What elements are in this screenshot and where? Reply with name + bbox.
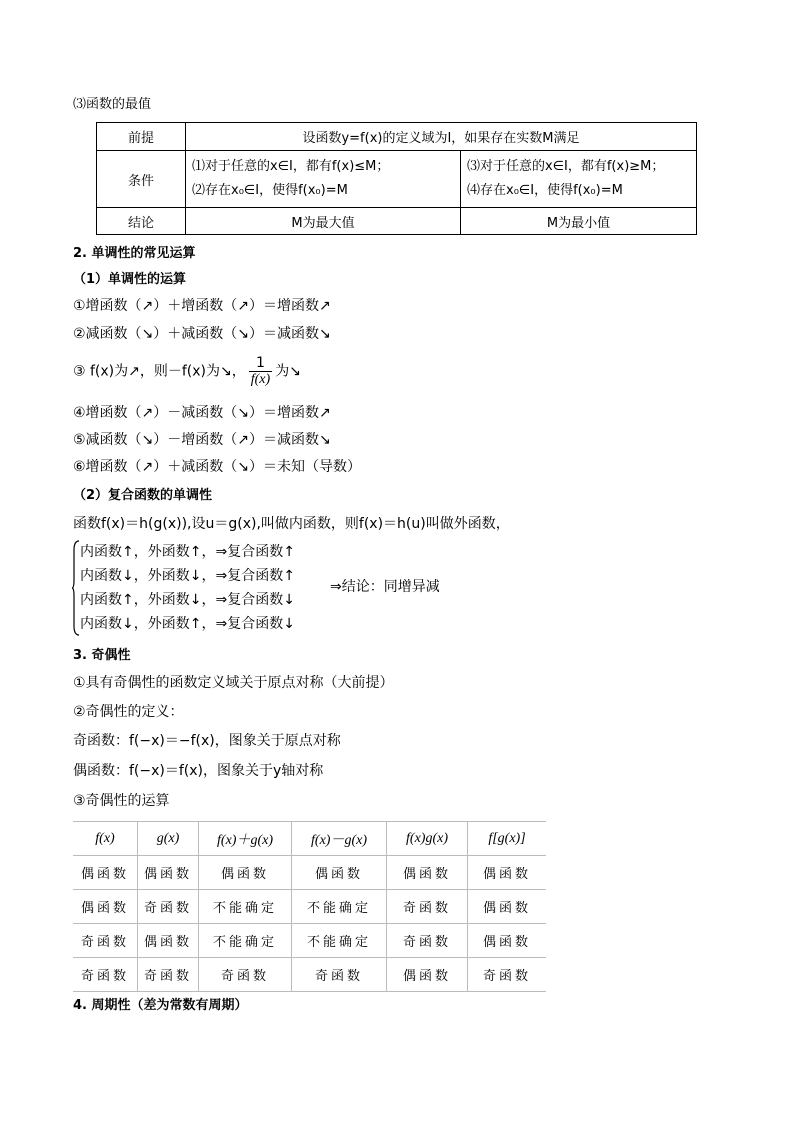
table-cell bbox=[461, 151, 697, 208]
parity-item: ②奇偶性的定义： bbox=[73, 704, 184, 720]
table-cell: 不能确定 bbox=[199, 924, 292, 958]
table-header: f(x) bbox=[73, 822, 138, 856]
rule-item: ②减函数（↘）＋减函数（↘）＝减函数↘ bbox=[73, 326, 331, 342]
table-header: f(x)g(x) bbox=[387, 822, 468, 856]
composite-intro: 函数f(x)＝h(g(x)),设u＝g(x),叫做内函数，则f(x)＝h(u)叫做外函数， bbox=[73, 516, 510, 532]
table-cell: 偶函数 bbox=[73, 856, 138, 890]
table-cell: 不能确定 bbox=[292, 924, 387, 958]
table-row bbox=[73, 924, 546, 958]
table-cell: 不能确定 bbox=[199, 890, 292, 924]
rule-text: 为↘ bbox=[275, 363, 301, 380]
table-row bbox=[73, 958, 546, 992]
table-row bbox=[73, 856, 546, 890]
rule-text: ③ f(x)为↗，则－f(x)为↘， bbox=[73, 363, 246, 380]
table-cell: 奇函数 bbox=[292, 958, 387, 992]
parity-item: ③奇偶性的运算 bbox=[73, 793, 170, 809]
table-header: f[g(x)] bbox=[468, 822, 547, 856]
section-title-extrema: ⑶函数的最值 bbox=[73, 97, 152, 112]
section-title-monotonic-ops: 2. 单调性的常见运算 bbox=[73, 246, 196, 261]
table-cell: 偶函数 bbox=[468, 924, 547, 958]
table-cell: 奇函数 bbox=[387, 924, 468, 958]
extrema-table bbox=[96, 122, 697, 235]
fraction bbox=[249, 355, 272, 388]
rule-item: ⑥增函数（↗）＋减函数（↘）＝未知（导数） bbox=[73, 459, 362, 475]
case-line: 内函数↓，外函数↑，⇒复合函数↓ bbox=[80, 616, 295, 632]
case-line: 内函数↑，外函数↑，⇒复合函数↑ bbox=[80, 544, 295, 560]
table-header: g(x) bbox=[138, 822, 199, 856]
condition-text: ⑷存在x₀∈I，使得f(x₀)=M bbox=[467, 183, 623, 198]
table-cell: 不能确定 bbox=[292, 890, 387, 924]
table-cell bbox=[186, 151, 461, 208]
table-cell: 奇函数 bbox=[138, 958, 199, 992]
rule-item: ①增函数（↗）＋增函数（↗）＝增函数↗ bbox=[73, 298, 331, 314]
table-cell: 奇函数 bbox=[73, 958, 138, 992]
section-title-parity: 3. 奇偶性 bbox=[73, 648, 131, 663]
rule-item: ⑤减函数（↘）－增函数（↗）＝减函数↘ bbox=[73, 432, 331, 448]
table-cell: 奇函数 bbox=[387, 890, 468, 924]
table-cell: 偶函数 bbox=[292, 856, 387, 890]
odd-definition: 奇函数：f(−x)＝−f(x)，图象关于原点对称 bbox=[73, 733, 341, 749]
table-cell: 偶函数 bbox=[387, 856, 468, 890]
table-cell: 偶函数 bbox=[387, 958, 468, 992]
composite-cases bbox=[80, 540, 295, 636]
even-definition: 偶函数：f(−x)＝f(x)，图象关于y轴对称 bbox=[73, 763, 324, 779]
table-cell: 奇函数 bbox=[138, 890, 199, 924]
table-cell: M为最大值 bbox=[186, 208, 461, 235]
table-cell: 设函数y=f(x)的定义域为I，如果存在实数M满足 bbox=[186, 123, 697, 151]
table-cell: 偶函数 bbox=[199, 856, 292, 890]
table-cell: 奇函数 bbox=[73, 924, 138, 958]
table-cell: 奇函数 bbox=[468, 958, 547, 992]
table-cell: 偶函数 bbox=[138, 856, 199, 890]
table-cell: M为最小值 bbox=[461, 208, 697, 235]
table-cell: 奇函数 bbox=[199, 958, 292, 992]
table-row bbox=[73, 890, 546, 924]
table-cell: 偶函数 bbox=[138, 924, 199, 958]
table-cell: 偶函数 bbox=[468, 856, 547, 890]
table-cell: 偶函数 bbox=[468, 890, 547, 924]
rule-item: ④增函数（↗）－减函数（↘）＝增函数↗ bbox=[73, 405, 331, 421]
parity-item: ①具有奇偶性的函数定义域关于原点对称（大前提） bbox=[73, 675, 394, 691]
table-header: f(x)＋g(x) bbox=[199, 822, 292, 856]
parity-table bbox=[73, 821, 546, 992]
composite-conclusion: ⇒结论：同增异减 bbox=[330, 579, 440, 595]
table-cell: 条件 bbox=[97, 151, 186, 208]
fraction-numerator: 1 bbox=[249, 355, 272, 372]
subsection-title: （1）单调性的运算 bbox=[73, 272, 187, 287]
subsection-title: （2）复合函数的单调性 bbox=[73, 488, 213, 503]
condition-text: ⑵存在x₀∈I，使得f(x₀)=M bbox=[192, 183, 348, 198]
table-cell: 前提 bbox=[97, 123, 186, 151]
rule-item bbox=[73, 355, 301, 388]
fraction-denominator: f(x) bbox=[250, 372, 271, 387]
table-cell: 偶函数 bbox=[73, 890, 138, 924]
condition-text: ⑴对于任意的x∈I，都有f(x)≤M； bbox=[192, 159, 390, 174]
case-line: 内函数↓，外函数↓，⇒复合函数↑ bbox=[80, 568, 295, 584]
condition-text: ⑶对于任意的x∈I，都有f(x)≥M； bbox=[467, 159, 665, 174]
section-title-periodicity: 4. 周期性（差为常数有周期） bbox=[73, 998, 248, 1013]
table-cell: 结论 bbox=[97, 208, 186, 235]
table-header: f(x)－g(x) bbox=[292, 822, 387, 856]
case-line: 内函数↑，外函数↓，⇒复合函数↓ bbox=[80, 592, 295, 608]
left-brace-icon bbox=[72, 540, 80, 636]
